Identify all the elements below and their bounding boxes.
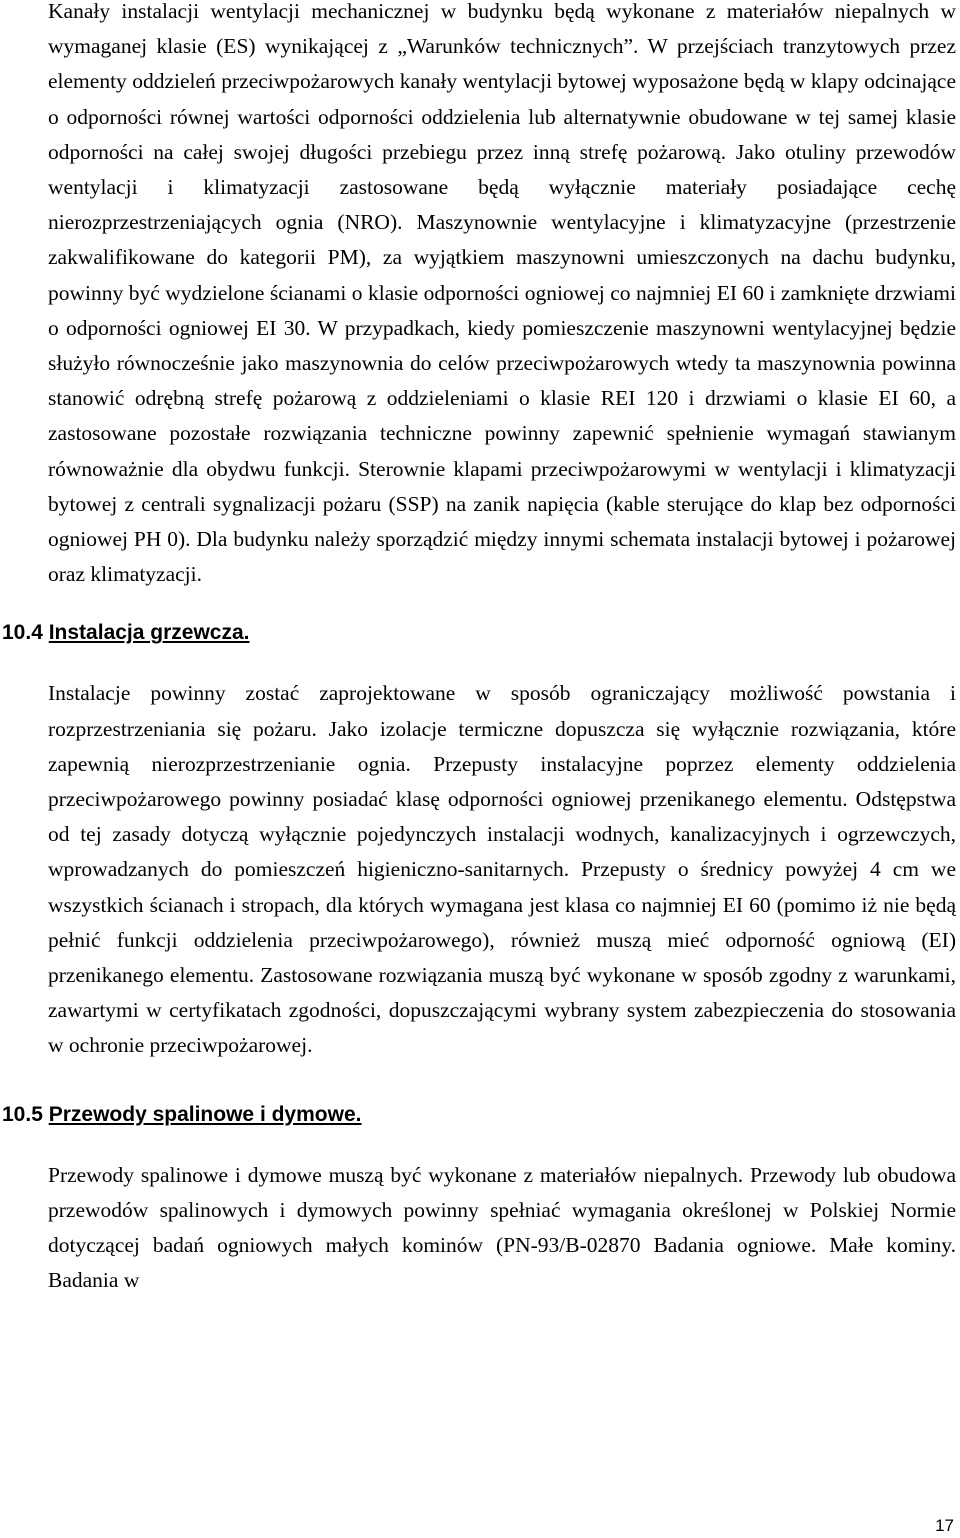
page-number: 17	[935, 1516, 954, 1535]
sentence: Jako izolacje termiczne dopuszcza się wyłącznie rozwiązania, które zapewnią nierozprzestrzenianie ognia.	[48, 716, 956, 776]
sentence: W przejściach tranzytowych przez elementy oddzieleń przeciwpożarowych kanały wentylacji bytowej wyposażone będą w klapy odcinające o odporności równej wartości odporności oddzielenia lub alternatywnie obudowane w tej samej klasie odporności na całej swojej długości przebiegu przez inną strefę pożarową.	[48, 34, 956, 164]
heating-paragraph	[48, 676, 956, 1063]
sentence: Maszynownie wentylacyjne i klimatyzacyjne (przestrzenie zakwalifikowane do kategorii PM), za wyjątkiem maszynowni umieszczonych na dachu budynku, powinny być wydzielone ścianami o klasie odporności ogniowej co najmniej EI 60 i zamknięte drzwiami o odporności ogniowej EI 30.	[48, 210, 956, 340]
section-heading-flues	[2, 1100, 956, 1130]
section-title: Instalacja grzewcza.	[48, 621, 250, 645]
sentence: Odstępstwa od tej zasady dotyczą wyłącznie pojedynczych instalacji wodnych, kanalizacyjnych i ogrzewczych, wprowadzanych do pomieszczeń higieniczno-sanitarnych.	[48, 787, 956, 882]
sentence: Kanały instalacji wentylacji mechanicznej w budynku będą wykonane z materiałów niepalnych w wymaganej klasie (ES) wynikającej z „Warunków technicznych”.	[48, 0, 956, 59]
sentence: Sterownie klapami przeciwpożarowymi w wentylacji i klimatyzacji bytowej z centrali sygnalizacji pożaru (SSP) na zanik napięcia (kable sterujące do klap bez odporności ogniowej PH 0).	[48, 456, 957, 552]
section-heading-heating	[2, 618, 956, 648]
sentence: Przepusty o średnicy powyżej 4 cm we wszystkich ścianach i stropach, dla których wymagana jest klasa co najmniej EI 60 (pomimo iż nie będą pełnić funkcji oddzielenia przeciwpożarowego), również muszą mieć odporność ogniową (EI) przenikanego elementu.	[48, 857, 956, 988]
sentence: Dla budynku należy sporządzić między innymi schemata instalacji bytowej i pożarowej oraz klimatyzacji.	[48, 527, 956, 587]
ventilation-paragraph	[48, 0, 956, 592]
sentence: Przepusty instalacyjne poprzez elementy oddzielenia przeciwpożarowego powinny posiadać klasę odporności ogniowej przenikanego elementu.	[48, 751, 956, 812]
flues-paragraph	[48, 1158, 956, 1299]
section-title: Przewody spalinowe i dymowe.	[48, 1102, 362, 1126]
sentence: Zastosowane rozwiązania muszą być wykonane w sposób zgodny z warunkami, zawartymi w certyfikatach zgodności, dopuszczającymi wybrany system zabezpieczenia do stosowania w ochronie przeciwpożarowej.	[48, 963, 956, 1058]
sentence: W przypadkach, kiedy pomieszczenie maszynowni wentylacyjnej będzie służyło równocześnie jako maszynownia do celów przeciwpożarowych wtedy ta maszynownia powinna stanowić odrębną strefę pożarową z oddzieleniami o klasie REI 120 i drzwiami o klasie EI 60, a zastosowane pozostałe rozwiązania techniczne powinny zapewnić spełnienie wymagań stawianym równoważnie dla obydwu funkcji.	[48, 315, 956, 481]
section-number: 10.4	[2, 621, 43, 645]
sentence: Przewody lub obudowa przewodów spalinowych i dymowych powinny spełniać wymagania określonej w Polskiej Normie dotyczącej badań ogniowych małych kominów (PN-93/B-02870 Badania ogniowe. Małe kominy. Badania w	[48, 1162, 956, 1293]
sentence: Jako otuliny przewodów wentylacji i klimatyzacji zastosowane będą wyłącznie materiały posiadające cechę nierozprzestrzeniających ognia (NRO).	[48, 139, 956, 235]
section-number: 10.5	[2, 1102, 43, 1126]
document-page	[2, 0, 957, 1299]
sentence: Instalacje powinny zostać zaprojektowane w sposób ograniczający możliwość powstania i rozprzestrzeniania się pożaru.	[48, 681, 956, 741]
sentence: Przewody spalinowe i dymowe muszą być wykonane z materiałów niepalnych.	[48, 1162, 744, 1187]
